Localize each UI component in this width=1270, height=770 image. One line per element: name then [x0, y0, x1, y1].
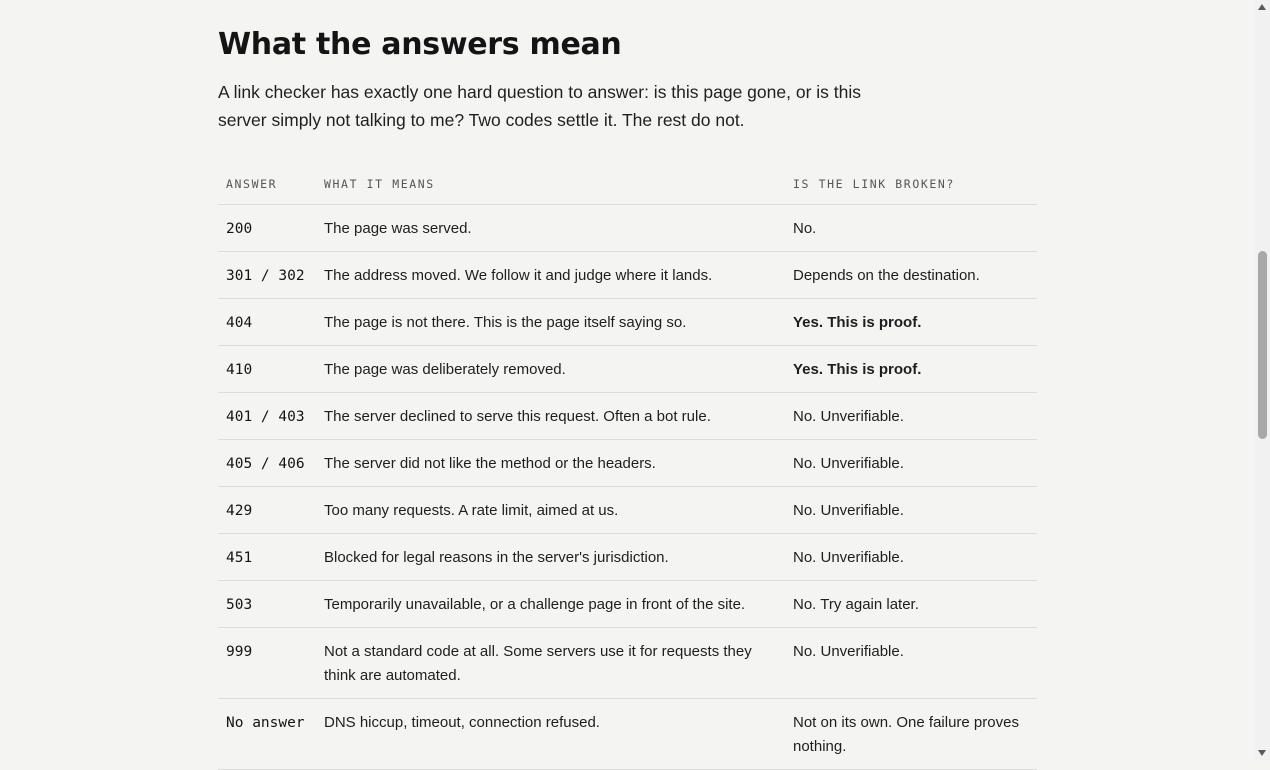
answer-meaning: The address moved. We follow it and judge where it lands. — [316, 252, 785, 299]
table-row — [218, 252, 1037, 299]
answer-code: 503 — [218, 581, 316, 628]
table-row — [218, 299, 1037, 346]
link-broken-verdict: Not on its own. One failure proves nothing. — [785, 699, 1037, 770]
table-header-row — [218, 176, 1037, 205]
section-title: What the answers mean — [218, 27, 622, 62]
section-intro: A link checker has exactly one hard question to answer: is this page gone, or is this server simply not talking to me? Two codes settle it. The rest do not. — [218, 82, 861, 130]
link-broken-verdict: No. Unverifiable. — [785, 534, 1037, 581]
link-broken-verdict: No. Unverifiable. — [785, 487, 1037, 534]
answer-code: 401 / 403 — [218, 393, 316, 440]
status-codes-table — [218, 176, 1037, 770]
link-broken-verdict: Depends on the destination. — [785, 252, 1037, 299]
column-header-verdict: IS THE LINK BROKEN? — [785, 176, 1037, 205]
answer-code: 410 — [218, 346, 316, 393]
answer-code: 404 — [218, 299, 316, 346]
answer-meaning: The page was deliberately removed. — [316, 346, 785, 393]
answer-code: No answer — [218, 699, 316, 770]
scroll-down-arrow-icon[interactable] — [1258, 750, 1266, 756]
answer-meaning: The page is not there. This is the page itself saying so. — [316, 299, 785, 346]
link-broken-verdict: No. Unverifiable. — [785, 628, 1037, 699]
answer-meaning: Temporarily unavailable, or a challenge page in front of the site. — [316, 581, 785, 628]
table-row — [218, 581, 1037, 628]
link-broken-verdict: No. Unverifiable. — [785, 393, 1037, 440]
link-broken-verdict: No. Try again later. — [785, 581, 1037, 628]
answer-code: 451 — [218, 534, 316, 581]
answer-code: 200 — [218, 205, 316, 252]
table-row — [218, 440, 1037, 487]
answer-code: 405 / 406 — [218, 440, 316, 487]
answer-meaning: Blocked for legal reasons in the server's jurisdiction. — [316, 534, 785, 581]
answer-meaning: The page was served. — [316, 205, 785, 252]
link-broken-verdict: Yes. This is proof. — [785, 346, 1037, 393]
answer-code: 429 — [218, 487, 316, 534]
vertical-scrollbar[interactable] — [1255, 0, 1270, 760]
main-content — [218, 26, 1038, 770]
column-header-meaning: WHAT IT MEANS — [316, 176, 785, 205]
answer-meaning: Not a standard code at all. Some servers use it for requests they think are automated. — [316, 628, 785, 699]
table-row — [218, 205, 1037, 252]
answer-meaning: The server declined to serve this request. Often a bot rule. — [316, 393, 785, 440]
table-row — [218, 393, 1037, 440]
link-broken-verdict: No. — [785, 205, 1037, 252]
link-broken-verdict: Yes. This is proof. — [785, 299, 1037, 346]
link-broken-verdict: No. Unverifiable. — [785, 440, 1037, 487]
table-row — [218, 346, 1037, 393]
answer-code: 999 — [218, 628, 316, 699]
table-row — [218, 699, 1037, 770]
column-header-answer: ANSWER — [218, 176, 316, 205]
answer-meaning: DNS hiccup, timeout, connection refused. — [316, 699, 785, 770]
answer-meaning: Too many requests. A rate limit, aimed at us. — [316, 487, 785, 534]
answer-meaning: The server did not like the method or the headers. — [316, 440, 785, 487]
table-row — [218, 487, 1037, 534]
table-row — [218, 534, 1037, 581]
scrollbar-thumb[interactable] — [1258, 251, 1267, 439]
table-row — [218, 628, 1037, 699]
scroll-up-arrow-icon[interactable] — [1258, 4, 1266, 10]
answer-code: 301 / 302 — [218, 252, 316, 299]
